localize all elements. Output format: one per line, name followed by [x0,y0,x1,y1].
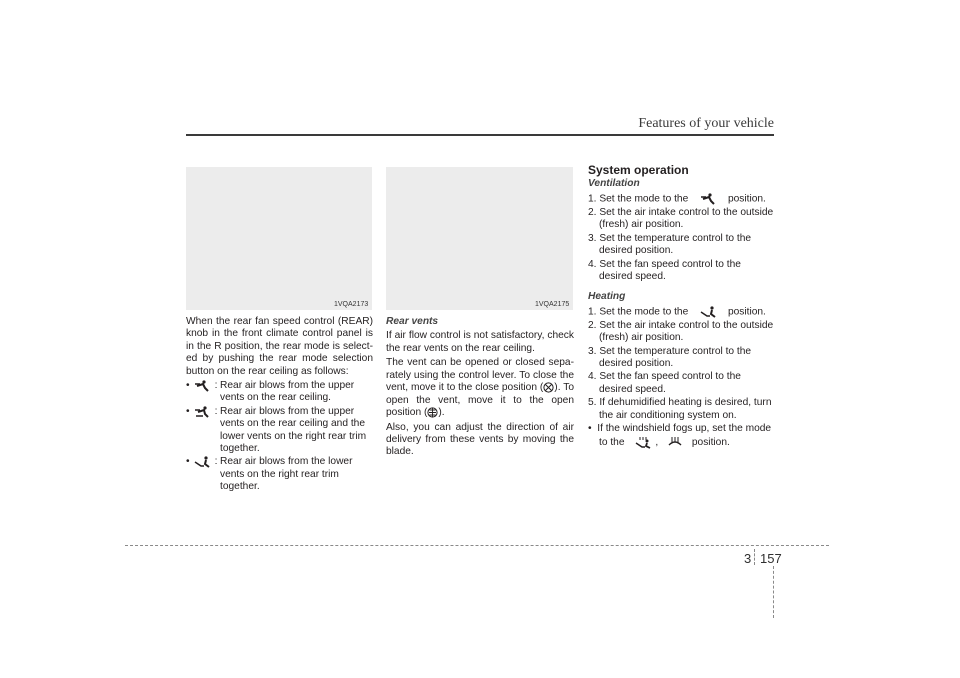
column-2 [386,316,574,461]
page-number: 157 [760,551,782,566]
header-title: Features of your vehicle [638,116,774,131]
list-item: 2. Set the air intake control to the outside (fresh) air position. [588,319,774,344]
figure-rear-vents [386,167,573,310]
defrost-icon [667,436,683,448]
column-3 [588,164,776,450]
vent-close-icon [543,382,554,393]
face-vent-icon [697,193,719,205]
column-1 [186,316,373,495]
heating-heading: Heating [588,291,626,303]
list-item: • : Rear air blows from the upper vents on the rear ceiling. [186,380,373,405]
figure-code-2: 1VQA2175 [535,301,570,308]
list-item: 4. Set the fan speed control to the desired speed. [588,258,741,282]
figure-rear-mode [186,167,372,310]
rear-vents-heading: Rear vents [386,316,439,327]
list-item: • : Rear air blows from the upper vents on the rear ceiling and the lower vents on the right rear trim together. [186,406,373,456]
list-item: 1. Set the mode to the position. [588,306,766,318]
chapter-number: 3 [744,551,752,566]
bi-level-icon [193,406,211,418]
list-item-text: Rear air blows from the upper vents on the rear ceiling. [220,380,355,404]
list-item: 4. Set the fan speed control to the desired speed. [588,371,741,395]
floor-icon [697,306,719,318]
face-vent-icon [193,380,211,392]
footer-rule [125,545,829,546]
rear-vents-p2: The vent can be opened or closed sepa-rately using the control lever. To close the vent, move it to the close position ( ). To open the vent, move it to the open position ( ). [386,357,574,419]
page-margin-line [773,566,774,618]
chapter-divider [754,549,755,565]
rear-vents-p3: Also, you can adjust the direction of air delivery from these vents by moving the blade. [386,421,574,458]
list-item: 3. Set the temperature control to the desired position. [588,232,752,257]
list-item: 1. Set the mode to the position. [588,193,766,205]
rear-vents-p1: If air flow control is not satisfactory, check the rear vents on the rear ceiling. [386,330,574,354]
list-item-text: Rear air blows from the lower vents on the right rear trim together. [220,456,353,493]
list-item: • If the windshield fogs up, set the mode to the , position. [588,423,772,448]
header-rule [186,134,774,136]
system-operation-heading: System operation [588,163,689,177]
vent-open-icon [427,407,438,418]
floor-icon [193,456,211,468]
rear-mode-list [186,380,373,494]
list-item: • : Rear air blows from the lower vents on the right rear trim together. [186,456,373,493]
floor-defrost-icon [633,436,653,449]
list-item-text: Rear air blows from the upper vents on the rear ceiling and the lower vents on the right rear trim together. [220,405,367,455]
heating-steps [588,306,776,449]
figure-code-1: 1VQA2173 [334,301,369,308]
list-item: 2. Set the air intake control to the outside (fresh) air position. [588,206,774,231]
list-item: 3. Set the temperature control to the desired position. [588,345,752,370]
intro-paragraph: When the rear fan speed control (REAR) knob in the front climate control panel is in the R position, the rear mode is select-ed by pushing the rear mode selection button on the rear ceiling as follows: [186,316,373,377]
list-item: 5. If dehumidified heating is desired, turn the air conditioning system on. [588,397,772,421]
ventilation-steps [588,193,776,284]
ventilation-heading: Ventilation [588,178,640,190]
